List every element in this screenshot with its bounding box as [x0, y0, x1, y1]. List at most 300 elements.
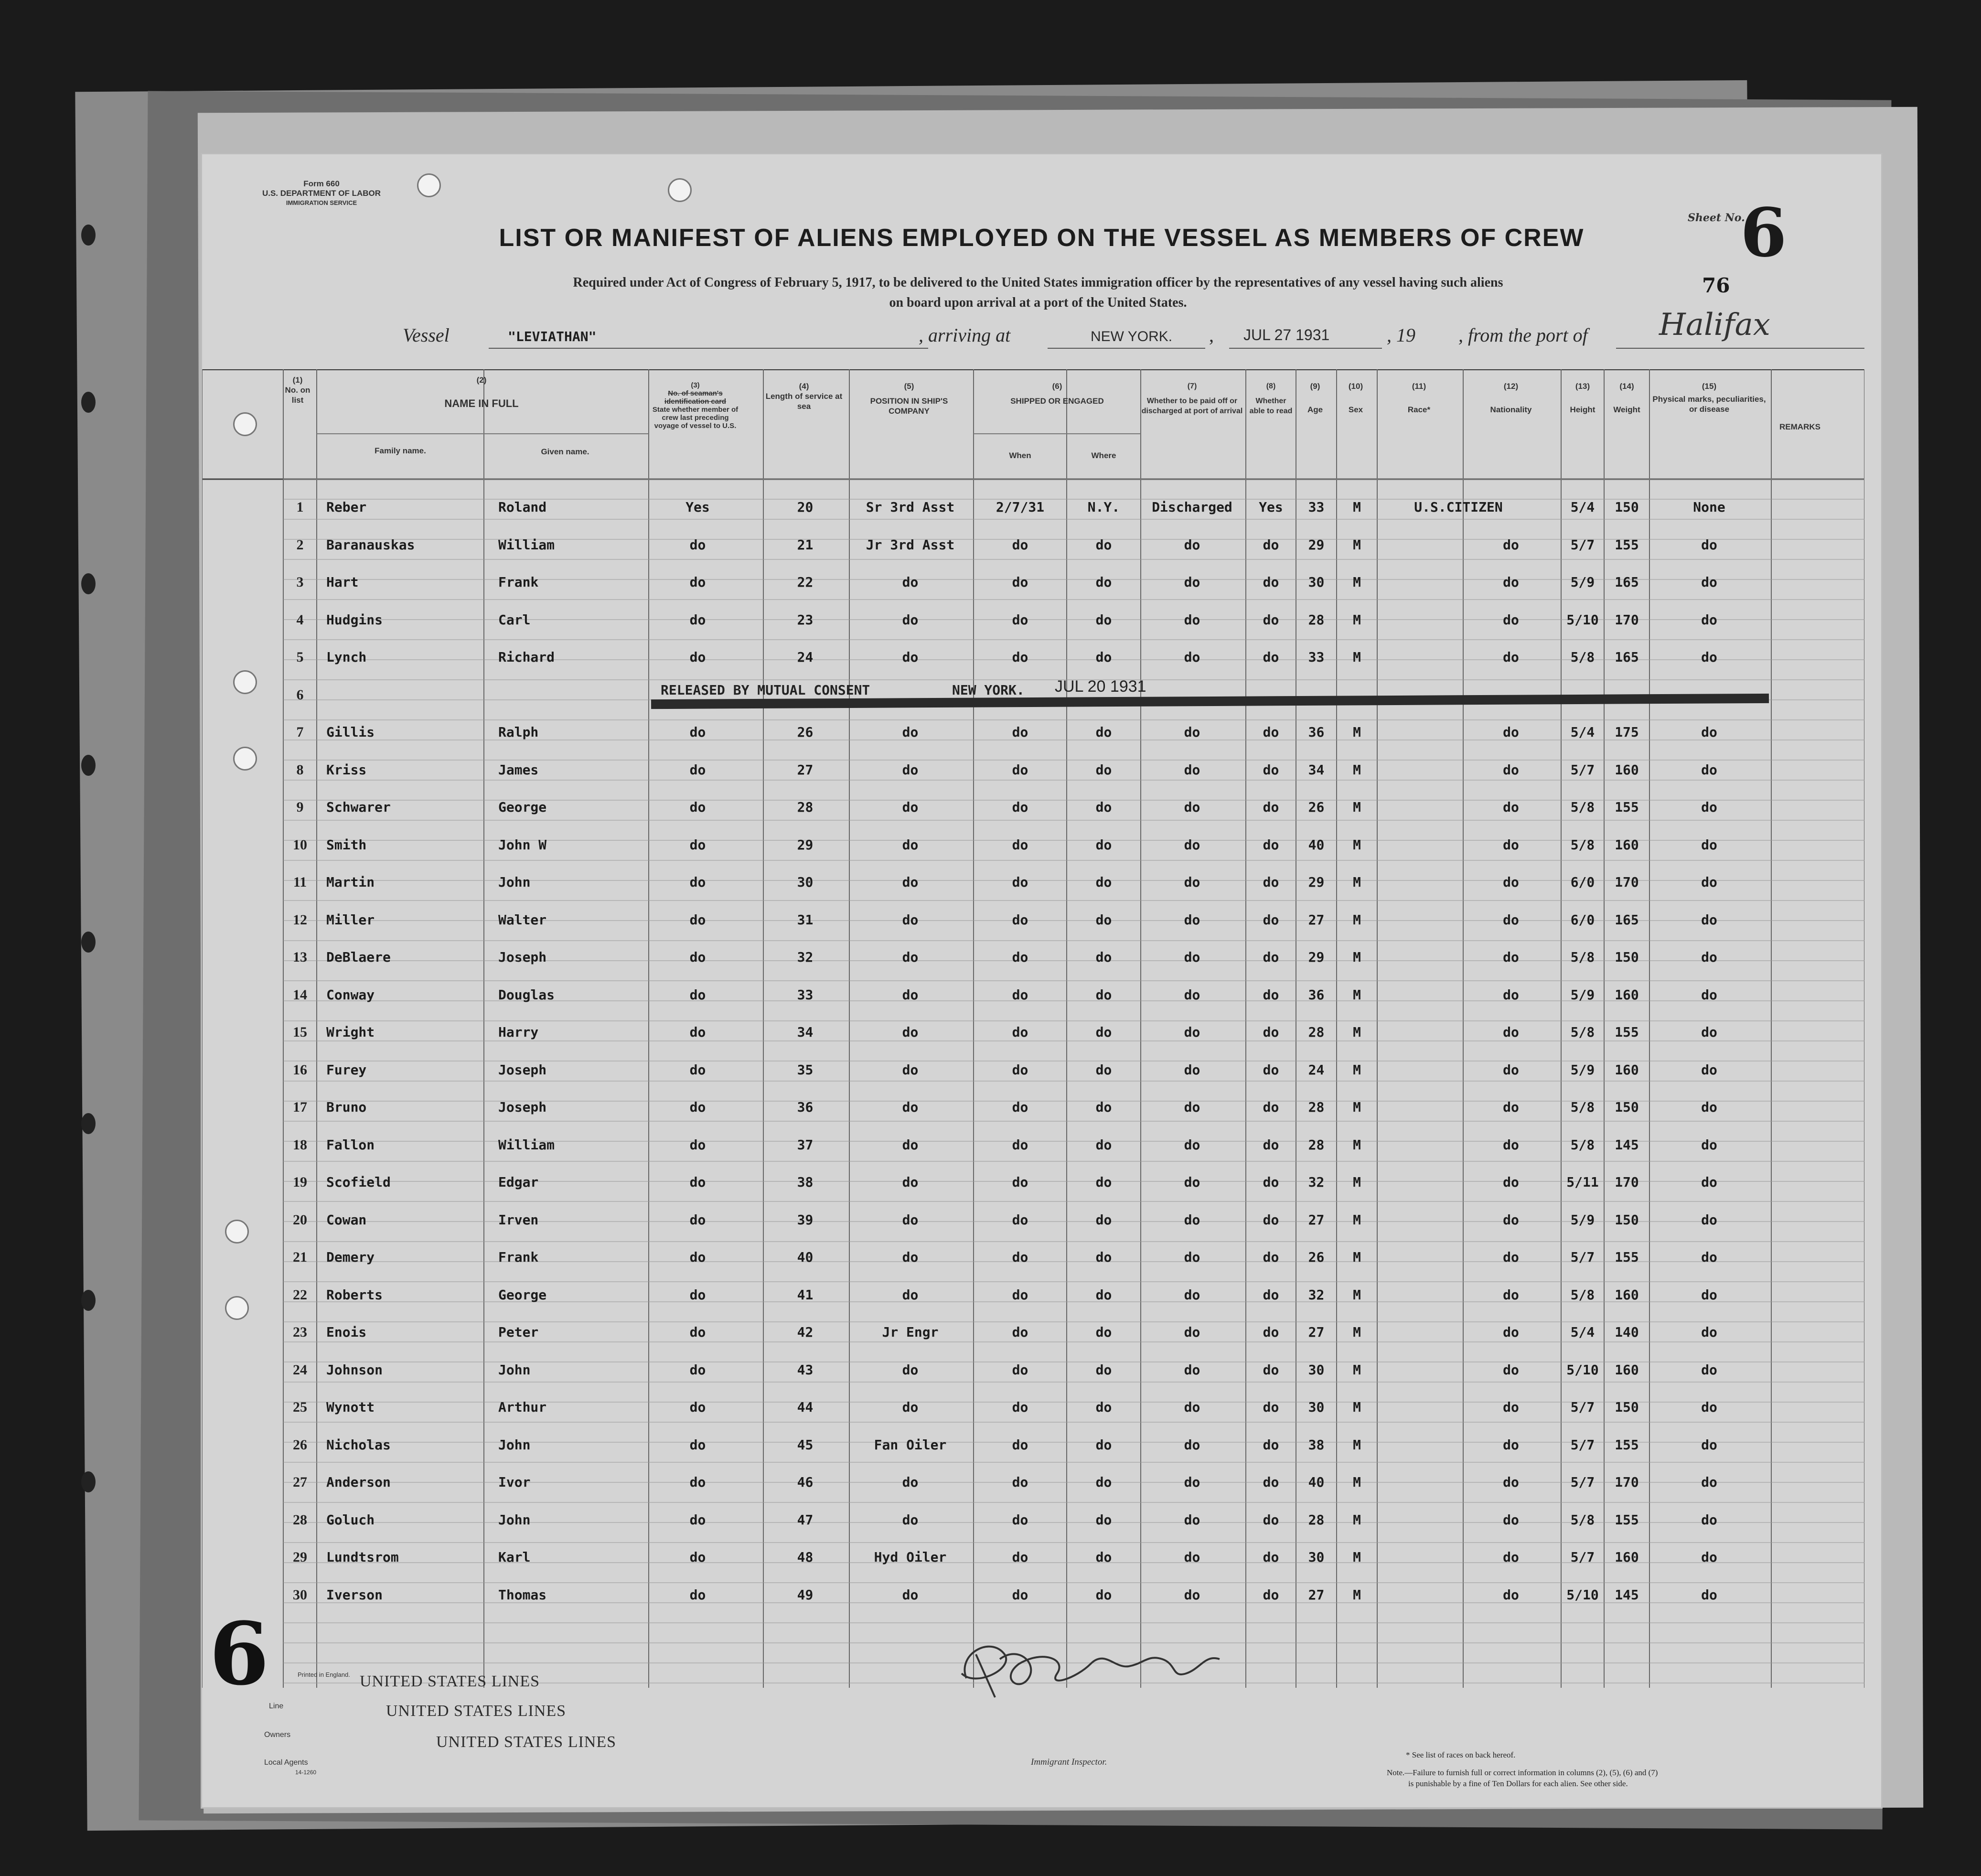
cell-nat: do [1503, 611, 1519, 628]
cell-height: 5/4 [1570, 1324, 1595, 1340]
cell-service: 21 [797, 536, 814, 553]
cell-when: do [1012, 611, 1028, 628]
sheet-number-label: Sheet No. [1688, 212, 1745, 224]
cell-nat: do [1503, 1474, 1519, 1490]
col-service-header: (4) Length of service at sea [765, 382, 843, 411]
cell-no: 12 [293, 911, 307, 928]
col-read-header: (8) Whether able to read [1249, 382, 1293, 415]
cell-weight: 160 [1615, 1361, 1639, 1378]
cell-where: do [1095, 836, 1112, 853]
cell-nat: do [1503, 1286, 1519, 1303]
cell-prev: do [689, 949, 706, 965]
cell-height: 5/9 [1570, 574, 1595, 590]
cell-no: 21 [293, 1249, 307, 1265]
fine-note-2: is punishable by a fine of Ten Dollars for each alien. See other side. [1408, 1779, 1628, 1788]
cell-read: do [1263, 1512, 1279, 1528]
form-number: Form 660 [303, 179, 340, 188]
cell-no: 11 [293, 874, 307, 890]
cell-height: 5/8 [1570, 1136, 1595, 1153]
vessel-name: "LEVIATHAN" [508, 329, 597, 344]
cell-marks: do [1701, 611, 1717, 628]
cell-nat: do [1503, 1136, 1519, 1153]
cell-when: do [1012, 649, 1028, 665]
cell-position: do [902, 1211, 919, 1228]
cell-read: do [1263, 611, 1279, 628]
cell-when: do [1012, 1061, 1028, 1078]
binder-hole [81, 225, 96, 246]
cell-age: 28 [1308, 1099, 1325, 1115]
cell-read: do [1263, 799, 1279, 815]
cell-when: do [1012, 1324, 1028, 1340]
cell-position: Jr 3rd Asst [866, 536, 955, 553]
cell-read: do [1263, 536, 1279, 553]
cell-age: 28 [1308, 1024, 1325, 1040]
cell-age: 26 [1308, 799, 1325, 815]
cell-given: Joseph [498, 949, 547, 965]
cell-weight: 155 [1615, 1512, 1639, 1528]
cell-height: 5/7 [1570, 1399, 1595, 1415]
cell-family: DeBlaere [326, 949, 391, 965]
cell-when: do [1012, 949, 1028, 965]
cell-family: Gillis [326, 724, 375, 740]
cell-weight: 145 [1615, 1587, 1639, 1603]
cell-nat: do [1503, 724, 1519, 740]
cell-prev: do [689, 574, 706, 590]
cell-read: do [1263, 1061, 1279, 1078]
sheet-number: 6 [1740, 194, 1787, 272]
cell-family: Reber [326, 499, 367, 515]
cell-sex: M [1353, 799, 1361, 815]
cell-where: do [1095, 1436, 1112, 1453]
cell-sex: M [1353, 836, 1361, 853]
cell-position: do [902, 949, 919, 965]
cell-read: do [1263, 1024, 1279, 1040]
cell-read: do [1263, 649, 1279, 665]
cell-weight: 155 [1615, 1024, 1639, 1040]
cell-nat: do [1503, 761, 1519, 778]
cell-weight: 140 [1615, 1324, 1639, 1340]
cell-family: Furey [326, 1061, 367, 1078]
cell-nat: do [1503, 649, 1519, 665]
cell-when: do [1012, 1211, 1028, 1228]
cell-family: Baranauskas [326, 536, 415, 553]
cell-service: 31 [797, 911, 814, 928]
cell-family: Wynott [326, 1399, 375, 1415]
cell-when: do [1012, 836, 1028, 853]
cell-age: 24 [1308, 1061, 1325, 1078]
cell-height: 5/10 [1566, 1361, 1599, 1378]
cell-read: do [1263, 1436, 1279, 1453]
page-subtitle: Required under Act of Congress of February 5, 1917, to be delivered to the United States immigration officer by the representatives of any vessel having such aliens on board upon arrival at a port of the United States. [573, 275, 1503, 310]
cell-weight: 170 [1615, 1474, 1639, 1490]
cell-weight: 150 [1615, 1399, 1639, 1415]
cell-family: Nicholas [326, 1436, 391, 1453]
cell-no: 6 [296, 686, 304, 703]
cell-when: do [1012, 1361, 1028, 1378]
cell-service: 38 [797, 1174, 814, 1190]
cell-when: 2/7/31 [996, 499, 1045, 515]
cell-prev: do [689, 1361, 706, 1378]
cell-height: 5/10 [1566, 611, 1599, 628]
cell-sex: M [1353, 986, 1361, 1003]
cell-paid: do [1184, 1249, 1200, 1265]
col-family-header: Family name. [375, 446, 426, 455]
cell-age: 30 [1308, 1399, 1325, 1415]
cell-where: do [1095, 799, 1112, 815]
cell-age: 27 [1308, 911, 1325, 928]
cell-service: 29 [797, 836, 814, 853]
from-port: Halifax [1659, 307, 1770, 343]
cell-height: 5/7 [1570, 536, 1595, 553]
cell-age: 30 [1308, 1549, 1325, 1565]
cell-sex: M [1353, 911, 1361, 928]
form-header [250, 179, 393, 208]
cell-prev: do [689, 874, 706, 890]
cell-marks: do [1701, 1024, 1717, 1040]
cell-no: 9 [296, 799, 304, 815]
cell-nat: do [1503, 1324, 1519, 1340]
cell-service: 40 [797, 1249, 814, 1265]
cell-where: do [1095, 1099, 1112, 1115]
cell-paid: do [1184, 874, 1200, 890]
col-remarks-header: REMARKS [1779, 422, 1820, 431]
printed-label: Printed in England. [298, 1671, 350, 1678]
cell-no: 19 [293, 1174, 307, 1190]
cell-when: do [1012, 911, 1028, 928]
cell-given: Irven [498, 1211, 539, 1228]
cell-given: George [498, 1286, 547, 1303]
cell-when: do [1012, 724, 1028, 740]
cell-read: do [1263, 1174, 1279, 1190]
cell-when: do [1012, 1587, 1028, 1603]
cell-age: 28 [1308, 1512, 1325, 1528]
col-marks-header: (15) Physical marks, peculiarities, or disease [1652, 382, 1766, 414]
cell-when: do [1012, 574, 1028, 590]
cell-given: Peter [498, 1324, 539, 1340]
cell-marks: do [1701, 911, 1717, 928]
cell-height: 5/8 [1570, 1024, 1595, 1040]
cell-when: do [1012, 1174, 1028, 1190]
page-title: LIST OR MANIFEST OF ALIENS EMPLOYED ON THE VESSEL AS MEMBERS OF CREW [499, 224, 1585, 252]
cell-paid: do [1184, 1099, 1200, 1115]
col-name-header: (2) NAME IN FULL [444, 375, 519, 409]
cell-marks: do [1701, 724, 1717, 740]
cell-paid: do [1184, 1361, 1200, 1378]
cell-weight: 150 [1615, 499, 1639, 515]
cell-family: Scofield [326, 1174, 391, 1190]
cell-weight: 170 [1615, 1174, 1639, 1190]
cell-family: Lynch [326, 649, 367, 665]
cell-family: Smith [326, 836, 367, 853]
cell-height: 5/8 [1570, 799, 1595, 815]
cell-service: 41 [797, 1286, 814, 1303]
cell-service: 20 [797, 499, 814, 515]
cell-marks: do [1701, 761, 1717, 778]
cell-sex: M [1353, 1399, 1361, 1415]
sheet-number-extra: 76 [1702, 274, 1730, 297]
cell-read: do [1263, 1474, 1279, 1490]
cell-service: 32 [797, 949, 814, 965]
cell-sex: M [1353, 499, 1361, 515]
cell-weight: 145 [1615, 1136, 1639, 1153]
cell-prev: do [689, 1174, 706, 1190]
cell-paid: do [1184, 1587, 1200, 1603]
cell-family: Johnson [326, 1361, 383, 1378]
cell-family: Goluch [326, 1512, 375, 1528]
release-note: RELEASED BY MUTUAL CONSENT [661, 682, 870, 698]
cell-given: Carl [498, 611, 531, 628]
cell-where: do [1095, 986, 1112, 1003]
cell-nat: do [1503, 1436, 1519, 1453]
cell-where: do [1095, 1324, 1112, 1340]
cell-height: 5/9 [1570, 1061, 1595, 1078]
cell-weight: 165 [1615, 911, 1639, 928]
cell-height: 5/8 [1570, 836, 1595, 853]
cell-prev: do [689, 1211, 706, 1228]
cell-sex: M [1353, 1136, 1361, 1153]
race-note: * See list of races on back hereof. [1406, 1750, 1516, 1759]
cell-no: 8 [296, 761, 304, 778]
cell-prev: do [689, 1587, 706, 1603]
cell-height: 6/0 [1570, 874, 1595, 890]
cell-marks: do [1701, 1549, 1717, 1565]
cell-age: 32 [1308, 1174, 1325, 1190]
year-label: , 19 [1387, 324, 1415, 346]
cell-where: do [1095, 724, 1112, 740]
cell-where: do [1095, 1587, 1112, 1603]
cell-height: 5/8 [1570, 949, 1595, 965]
service: IMMIGRATION SERVICE [286, 199, 357, 206]
col-no-header: (1) No. on list [285, 375, 311, 405]
cell-where: do [1095, 574, 1112, 590]
cell-height: 5/8 [1570, 1099, 1595, 1115]
cell-weight: 150 [1615, 949, 1639, 965]
cell-marks: do [1701, 1324, 1717, 1340]
cell-sex: M [1353, 1549, 1361, 1565]
cell-given: William [498, 536, 555, 553]
cell-service: 24 [797, 649, 814, 665]
cell-prev: do [689, 1399, 706, 1415]
cell-paid: do [1184, 611, 1200, 628]
cell-age: 36 [1308, 724, 1325, 740]
cell-when: do [1012, 1286, 1028, 1303]
cell-weight: 160 [1615, 1549, 1639, 1565]
arrival-date: JUL 27 1931 [1243, 326, 1330, 343]
cell-sex: M [1353, 1211, 1361, 1228]
cell-weight: 160 [1615, 1286, 1639, 1303]
cell-sex: M [1353, 1436, 1361, 1453]
binder-hole [81, 1471, 96, 1492]
fine-note-1: Note.—Failure to furnish full or correct information in columns (2), (5), (6) and (7) [1387, 1768, 1658, 1777]
punch-hole [668, 178, 692, 202]
cell-service: 23 [797, 611, 814, 628]
cell-given: John [498, 874, 531, 890]
cell-given: Joseph [498, 1099, 547, 1115]
cell-marks: do [1701, 1361, 1717, 1378]
cell-paid: do [1184, 649, 1200, 665]
cell-where: do [1095, 1286, 1112, 1303]
cell-paid: do [1184, 574, 1200, 590]
cell-prev: do [689, 1136, 706, 1153]
cell-no: 7 [296, 724, 304, 740]
cell-position: do [902, 836, 919, 853]
cell-where: do [1095, 1024, 1112, 1040]
cell-age: 26 [1308, 1249, 1325, 1265]
cell-position: do [902, 1474, 919, 1490]
cell-paid: do [1184, 1324, 1200, 1340]
cell-marks: do [1701, 536, 1717, 553]
cell-when: do [1012, 986, 1028, 1003]
cell-age: 28 [1308, 1136, 1325, 1153]
cell-nat: do [1503, 1024, 1519, 1040]
cell-prev: do [689, 1436, 706, 1453]
cell-where: do [1095, 1249, 1112, 1265]
arriving-label: , arriving at [919, 324, 1011, 346]
cell-no: 13 [293, 949, 307, 965]
cell-marks: do [1701, 1474, 1717, 1490]
cell-service: 33 [797, 986, 814, 1003]
cell-read: do [1263, 1249, 1279, 1265]
cell-where: do [1095, 949, 1112, 965]
col-given-header: Given name. [541, 447, 589, 456]
cell-paid: do [1184, 536, 1200, 553]
cell-marks: do [1701, 1136, 1717, 1153]
cell-read: do [1263, 574, 1279, 590]
cell-marks: do [1701, 1436, 1717, 1453]
cell-no: 23 [293, 1324, 307, 1340]
cell-given: James [498, 761, 539, 778]
cell-position: do [902, 1024, 919, 1040]
cell-paid: do [1184, 1286, 1200, 1303]
cell-marks: do [1701, 1512, 1717, 1528]
col-shipped-header: (6) SHIPPED OR ENGAGED [1010, 382, 1104, 406]
vessel-label: Vessel [403, 324, 450, 346]
cell-age: 34 [1308, 761, 1325, 778]
cell-prev: do [689, 836, 706, 853]
cell-read: do [1263, 1361, 1279, 1378]
cell-prev: do [689, 1512, 706, 1528]
cell-position: do [902, 761, 919, 778]
cell-paid: do [1184, 1024, 1200, 1040]
cell-service: 45 [797, 1436, 814, 1453]
cell-paid: do [1184, 799, 1200, 815]
cell-height: 5/10 [1566, 1587, 1599, 1603]
cell-prev: do [689, 1549, 706, 1565]
cell-when: do [1012, 536, 1028, 553]
cell-nat: do [1503, 1361, 1519, 1378]
cell-paid: do [1184, 836, 1200, 853]
cell-sex: M [1353, 1249, 1361, 1265]
cell-sex: M [1353, 724, 1361, 740]
cell-height: 5/7 [1570, 761, 1595, 778]
cell-family: Iverson [326, 1587, 383, 1603]
cell-paid: do [1184, 1436, 1200, 1453]
cell-when: do [1012, 1474, 1028, 1490]
cell-marks: do [1701, 799, 1717, 815]
cell-given: Richard [498, 649, 555, 665]
cell-family: Conway [326, 986, 375, 1003]
cell-sex: M [1353, 1587, 1361, 1603]
cell-position: do [902, 874, 919, 890]
col-paid-header: (7) Whether to be paid off or discharged at port of arrival [1141, 382, 1243, 415]
cell-service: 34 [797, 1024, 814, 1040]
cell-no: 10 [293, 836, 307, 853]
cell-where: do [1095, 761, 1112, 778]
cell-service: 27 [797, 761, 814, 778]
cell-where: do [1095, 1174, 1112, 1190]
from-port-label: , from the port of [1458, 324, 1588, 346]
cell-paid: do [1184, 1399, 1200, 1415]
cell-position: do [902, 1361, 919, 1378]
cell-height: 6/0 [1570, 911, 1595, 928]
cell-when: do [1012, 1512, 1028, 1528]
cell-no: 26 [293, 1436, 307, 1453]
cell-given: Ivor [498, 1474, 531, 1490]
cell-family: Hart [326, 574, 359, 590]
cell-weight: 155 [1615, 799, 1639, 815]
inspector-signature [947, 1626, 1243, 1702]
cell-paid: do [1184, 1549, 1200, 1565]
cell-family: Miller [326, 911, 375, 928]
cell-no: 20 [293, 1211, 307, 1228]
cell-age: 27 [1308, 1324, 1325, 1340]
col-position-header: (5) POSITION IN SHIP'S COMPANY [870, 382, 948, 416]
cell-when: do [1012, 1249, 1028, 1265]
cell-marks: do [1701, 874, 1717, 890]
cell-no: 22 [293, 1286, 307, 1303]
cell-position: Hyd Oiler [874, 1549, 947, 1565]
cell-weight: 175 [1615, 724, 1639, 740]
cell-no: 30 [293, 1587, 307, 1603]
date-separator: , [1209, 324, 1214, 346]
cell-read: do [1263, 1286, 1279, 1303]
cell-position: do [902, 1286, 919, 1303]
cell-when: do [1012, 1399, 1028, 1415]
cell-marks: do [1701, 1061, 1717, 1078]
cell-paid: Discharged [1152, 499, 1232, 515]
cell-prev: do [689, 1286, 706, 1303]
cell-service: 48 [797, 1549, 814, 1565]
cell-service: 36 [797, 1099, 814, 1115]
cell-service: 44 [797, 1399, 814, 1415]
cell-position: do [902, 799, 919, 815]
cell-when: do [1012, 761, 1028, 778]
cell-when: do [1012, 1099, 1028, 1115]
cell-nat: do [1503, 799, 1519, 815]
underline [1616, 348, 1864, 349]
cell-age: 36 [1308, 986, 1325, 1003]
cell-nat: do [1503, 1549, 1519, 1565]
cell-prev: do [689, 799, 706, 815]
arriving-port: NEW YORK. [1091, 329, 1173, 344]
underline [1048, 348, 1205, 349]
cell-nat: do [1503, 1099, 1519, 1115]
cell-prev: do [689, 1099, 706, 1115]
cell-service: 28 [797, 799, 814, 815]
owners-value: UNITED STATES LINES [386, 1702, 567, 1720]
cell-where: do [1095, 874, 1112, 890]
cell-position: do [902, 1512, 919, 1528]
cell-when: do [1012, 1136, 1028, 1153]
release-date: JUL 20 1931 [1055, 677, 1146, 696]
cell-service: 22 [797, 574, 814, 590]
cell-read: do [1263, 949, 1279, 965]
cell-height: 5/4 [1570, 724, 1595, 740]
cell-service: 46 [797, 1474, 814, 1490]
cell-sex: M [1353, 1474, 1361, 1490]
cell-given: Edgar [498, 1174, 539, 1190]
cell-given: Joseph [498, 1061, 547, 1078]
